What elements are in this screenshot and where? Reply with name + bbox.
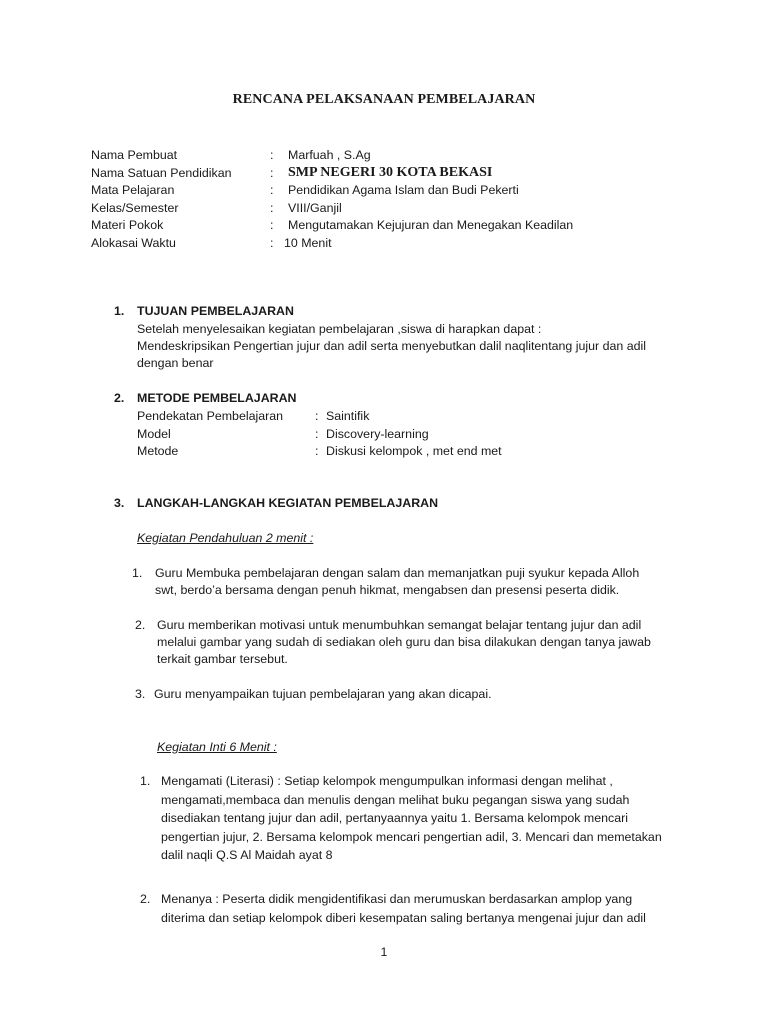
metode-label: Model [137, 426, 171, 441]
list-item-line: disediakan tentang jujur dan adil, pertanyaannya yaitu 1. Bersama kelompok mencari [161, 811, 628, 825]
metode-table [137, 408, 657, 461]
metode-value: Diskusi kelompok , met end met [326, 444, 502, 458]
subheading-pendahuluan: Kegiatan Pendahuluan 2 menit : [137, 531, 314, 545]
list-item-line: Mengamati (Literasi) : Setiap kelompok mengumpulkan informasi dengan melihat , [161, 774, 613, 788]
section-title: METODE PEMBELAJARAN [137, 391, 297, 405]
metode-value: Discovery-learning [326, 426, 429, 441]
subheading-inti: Kegiatan Inti 6 Menit : [157, 740, 277, 754]
identity-label: Alokasai Waktu [91, 235, 176, 250]
section-heading-langkah [114, 495, 438, 512]
identity-value: Pendidikan Agama Islam dan Budi Pekerti [288, 183, 519, 197]
identity-label: Nama Pembuat [91, 148, 178, 162]
list-item-number: 1. [140, 774, 151, 788]
metode-label: Metode [137, 444, 179, 458]
section-title: LANGKAH-LANGKAH KEGIATAN PEMBELAJARAN [137, 496, 439, 510]
identity-colon: : [270, 235, 274, 250]
section-title: TUJUAN PEMBELAJARAN [137, 304, 294, 318]
identity-colon: : [270, 148, 274, 162]
list-item-line: terkait gambar tersebut. [157, 652, 288, 666]
list-item-number: 3. [135, 687, 146, 701]
paragraph-line: Setelah menyelesaikan kegiatan pembelajaran ,siswa di harapkan dapat : [137, 322, 542, 336]
section-heading-tujuan [114, 303, 294, 320]
identity-label: Kelas/Semester [91, 200, 179, 215]
list-item-line: melalui gambar yang sudah di sediakan oleh guru dan bisa dilakukan dengan tanya jawab [157, 635, 651, 649]
identity-colon: : [270, 165, 274, 180]
identity-row-materi-pokok [91, 217, 711, 235]
identity-row-satuan-pendidikan [91, 165, 711, 183]
identity-colon: : [270, 218, 274, 232]
metode-label: Pendekatan Pembelajaran [137, 409, 284, 423]
identity-colon: : [270, 200, 274, 215]
page-number: 1 [380, 945, 388, 959]
list-item-number: 2. [135, 618, 146, 632]
metode-colon: : [315, 426, 319, 441]
identity-row-alokasi-waktu [91, 235, 711, 253]
identity-colon: : [270, 183, 274, 197]
identity-value: Marfuah , S.Ag [288, 148, 371, 162]
metode-value: Saintifik [326, 409, 370, 423]
section-number: 3. [114, 496, 125, 510]
list-item-line: swt, berdo’a bersama dengan penuh hikmat, mengabsen dan presensi peserta didik. [155, 583, 620, 597]
list-item-line: dalil naqli Q.S Al Maidah ayat 8 [161, 848, 333, 862]
identity-label: Materi Pokok [91, 218, 164, 232]
identity-value: 10 Menit [284, 235, 332, 250]
list-item-line: Guru Membuka pembelajaran dengan salam dan memanjatkan puji syukur kepada Alloh [155, 566, 640, 580]
list-item-number: 2. [140, 892, 151, 906]
identity-table [91, 147, 711, 252]
list-item-line: pengertian jujur, 2. Bersama kelompok mencari pengertian adil, 3. Mencari dan memetakan [161, 829, 662, 844]
list-item-line: diterima dan setiap kelompok diberi kesempatan saling bertanya mengenai jujur dan adil [161, 910, 646, 925]
list-item-line: Guru memberikan motivasi untuk menumbuhkan semangat belajar tentang jujur dan adil [157, 618, 642, 632]
tujuan-text [137, 321, 697, 372]
identity-value: Mengutamakan Kejujuran dan Menegakan Keadilan [288, 218, 574, 232]
list-item-line: Guru menyampaikan tujuan pembelajaran yang akan dicapai. [154, 687, 492, 701]
section-number: 2. [114, 391, 125, 405]
list-item-line: Menanya : Peserta didik mengidentifikasi dan merumuskan berdasarkan amplop yang [161, 892, 633, 906]
section-heading-metode [114, 390, 297, 407]
identity-row-nama-pembuat [91, 147, 711, 165]
paragraph-line: dengan benar [137, 356, 214, 370]
identity-value: SMP NEGERI 30 KOTA BEKASI [288, 164, 493, 180]
metode-colon: : [315, 444, 319, 458]
metode-row [137, 443, 657, 461]
identity-label: Nama Satuan Pendidikan [91, 165, 232, 180]
list-item-number: 1. [132, 566, 143, 580]
identity-row-kelas-semester [91, 200, 711, 218]
metode-row [137, 426, 657, 444]
paragraph-line: Mendeskripsikan Pengertian jujur dan adil serta menyebutkan dalil naqlitentang jujur dan adil [137, 339, 647, 353]
section-number: 1. [114, 304, 125, 318]
identity-row-mata-pelajaran [91, 182, 711, 200]
metode-row [137, 408, 657, 426]
metode-colon: : [315, 409, 319, 423]
document-title: RENCANA PELAKSANAAN PEMBELAJARAN [232, 92, 536, 107]
identity-value: VIII/Ganjil [288, 200, 342, 215]
identity-label: Mata Pelajaran [91, 183, 175, 197]
list-item-line: mengamati,membaca dan menulis dengan melihat buku pegangan siswa yang sudah [161, 792, 630, 807]
